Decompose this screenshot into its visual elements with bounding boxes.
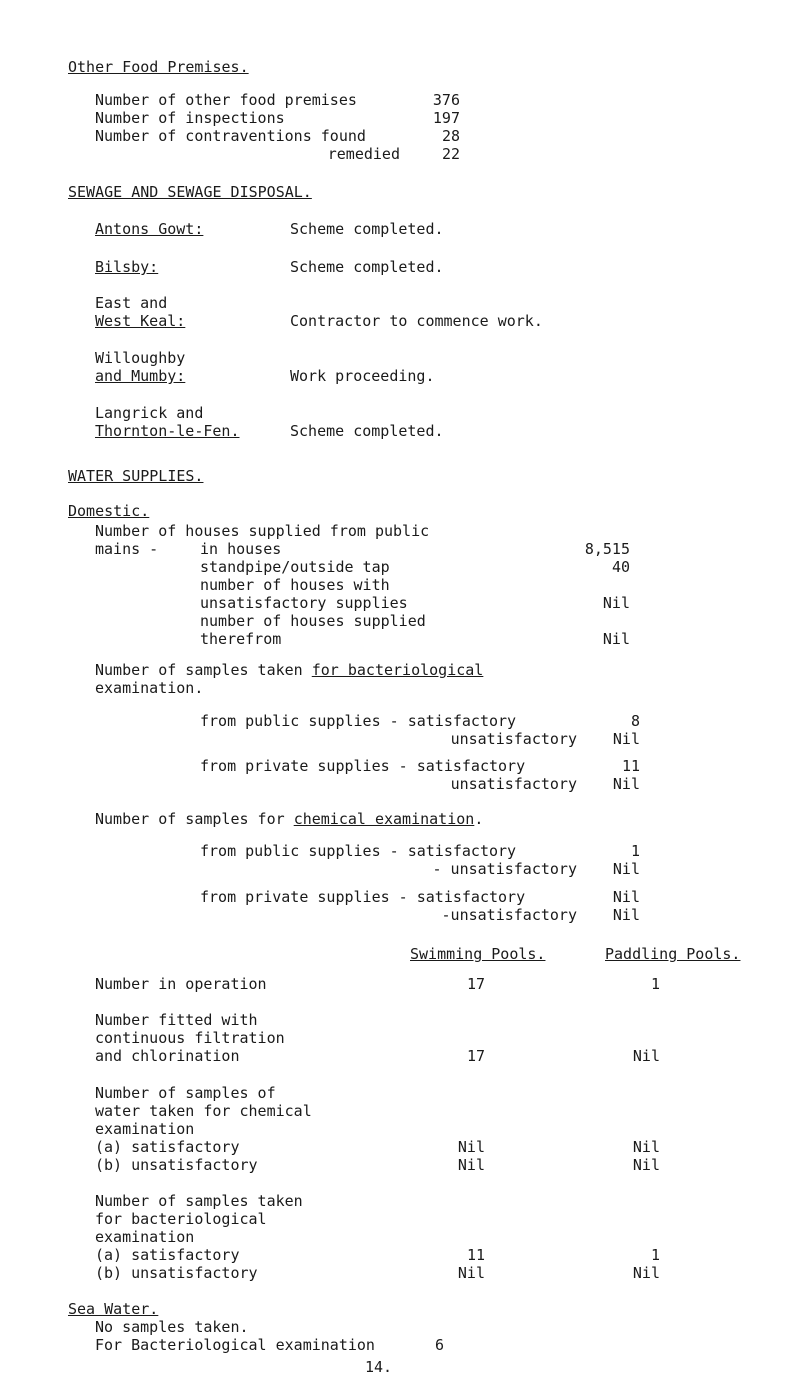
sewage-place-line1: Langrick and [95,404,204,422]
swimming-bacteriological-b-value: Nil [457,1264,485,1282]
food-contraventions-value: 28 [441,127,460,145]
chem-public-satisfactory-label: from public supplies - satisfactory [200,842,517,860]
chem-private-unsatisfactory-value: Nil [612,906,640,924]
swimming-in-operation-value: 17 [466,975,485,993]
paddling-chemical-b-value: Nil [632,1156,660,1174]
chem-public-unsatisfactory-value: Nil [612,860,640,878]
unsatisfactory-houses-line1: number of houses with [200,576,390,594]
chemical-intro [95,810,483,828]
sewage-place: Bilsby: [95,258,159,276]
food-inspections-value: 197 [432,109,460,127]
bact-public-satisfactory-label: from public supplies - satisfactory [200,712,517,730]
chemical-intro-text: Number of samples for [95,810,285,828]
sewage-place-line1: East and [95,294,168,312]
bact-public-unsatisfactory-label: unsatisfactory [450,730,577,748]
sewage-place: West Keal: [95,312,186,330]
pool-chemical-line2: water taken for chemical [95,1102,312,1120]
food-heading: Other Food Premises. [68,58,249,76]
paddling-in-operation-value: 1 [650,975,660,993]
paddling-chemical-a-value: Nil [632,1138,660,1156]
therefrom-value: Nil [602,630,630,648]
pool-bacteriological-a-label: (a) satisfactory [95,1246,240,1264]
sea-water-line2-label: For Bacteriological examination [95,1336,375,1354]
food-remedied-value: 22 [441,145,460,163]
water-heading: WATER SUPPLIES. [68,467,204,485]
sewage-place: and Mumby: [95,367,186,385]
bacteriological-intro-line2: examination. [95,679,204,697]
pool-bacteriological-line3: examination [95,1228,195,1246]
domestic-heading: Domestic. [68,502,150,520]
chemical-intro-underlined: chemical examination [293,810,475,828]
sewage-status: Scheme completed. [290,258,444,276]
swimming-pools-header: Swimming Pools. [410,945,546,963]
pool-chemical-line3: examination [95,1120,195,1138]
bact-private-unsatisfactory-value: Nil [612,775,640,793]
standpipe-value: 40 [611,558,630,576]
bact-public-unsatisfactory-value: Nil [612,730,640,748]
pool-chemical-b-label: (b) unsatisfactory [95,1156,258,1174]
filtration-line2: continuous filtration [95,1029,285,1047]
sewage-status: Scheme completed. [290,220,444,238]
food-premises-label: Number of other food premises [95,91,357,109]
swimming-bacteriological-a-value: 11 [466,1246,485,1264]
mains-label: mains - [95,540,159,558]
chem-private-satisfactory-label: from private supplies - satisfactory [200,888,526,906]
paddling-bacteriological-b-value: Nil [632,1264,660,1282]
paddling-pools-header: Paddling Pools. [605,945,741,963]
pool-chemical-a-label: (a) satisfactory [95,1138,240,1156]
bact-private-unsatisfactory-label: unsatisfactory [450,775,577,793]
sea-water-line2-value: 6 [435,1336,445,1354]
houses-intro: Number of houses supplied from public [95,522,430,540]
in-houses-label: in houses [200,540,282,558]
food-remedied-label: remedied [327,145,400,163]
swimming-chemical-b-value: Nil [457,1156,485,1174]
sea-water-heading: Sea Water. [68,1300,159,1318]
filtration-line3: and chlorination [95,1047,240,1065]
chemical-intro-end: . [474,810,484,828]
sewage-status: Work proceeding. [290,367,435,385]
unsatisfactory-houses-value: Nil [602,594,630,612]
bact-public-satisfactory-value: 8 [630,712,640,730]
food-contraventions-label: Number of contraventions found [95,127,366,145]
pool-bacteriological-line2: for bacteriological [95,1210,267,1228]
sewage-status: Contractor to commence work. [290,312,543,330]
sewage-place-line1: Willoughby [95,349,186,367]
page-number: 14. [365,1358,393,1376]
paddling-filtration-value: Nil [632,1047,660,1065]
chem-private-unsatisfactory-label: -unsatisfactory [441,906,577,924]
sea-water-line1: No samples taken. [95,1318,249,1336]
paddling-bacteriological-a-value: 1 [650,1246,660,1264]
pool-bacteriological-b-label: (b) unsatisfactory [95,1264,258,1282]
sewage-status: Scheme completed. [290,422,444,440]
chem-public-satisfactory-value: 1 [630,842,640,860]
unsatisfactory-houses-line2: unsatisfactory supplies [200,594,408,612]
pool-bacteriological-line1: Number of samples taken [95,1192,303,1210]
bacteriological-intro-underlined: for bacteriological [311,661,484,679]
bact-private-satisfactory-value: 11 [621,757,640,775]
swimming-chemical-a-value: Nil [457,1138,485,1156]
bacteriological-intro-text: Number of samples taken [95,661,303,679]
swimming-filtration-value: 17 [466,1047,485,1065]
sewage-heading: SEWAGE AND SEWAGE DISPOSAL. [68,183,312,201]
therefrom-line2: therefrom [200,630,282,648]
in-houses-value: 8,515 [584,540,630,558]
bacteriological-intro [95,661,483,679]
chem-public-unsatisfactory-label: - unsatisfactory [432,860,577,878]
chem-private-satisfactory-value: Nil [612,888,640,906]
sewage-place: Thornton-le-Fen. [95,422,240,440]
therefrom-line1: number of houses supplied [200,612,426,630]
filtration-line1: Number fitted with [95,1011,258,1029]
pool-chemical-line1: Number of samples of [95,1084,276,1102]
food-premises-value: 376 [432,91,460,109]
pools-in-operation-label: Number in operation [95,975,267,993]
bact-private-satisfactory-label: from private supplies - satisfactory [200,757,526,775]
standpipe-label: standpipe/outside tap [200,558,390,576]
food-inspections-label: Number of inspections [95,109,285,127]
sewage-place: Antons Gowt: [95,220,204,238]
